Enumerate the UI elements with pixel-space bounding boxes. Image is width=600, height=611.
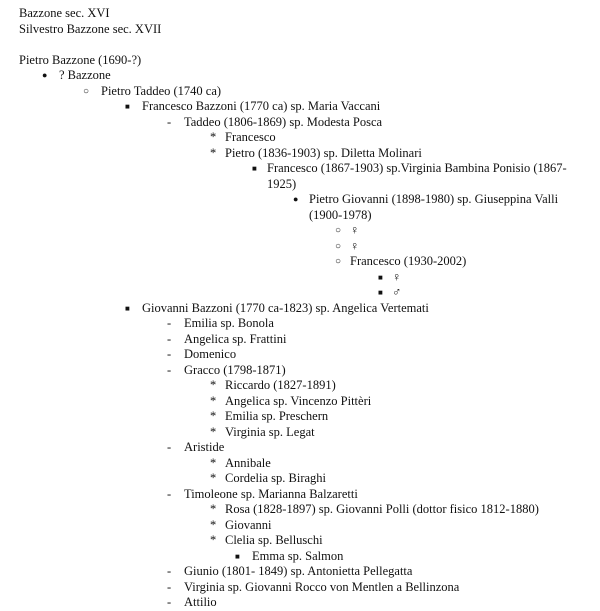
list-item-text: Francesco (1930-2002) [350,254,467,268]
list-item [0,394,600,410]
list-item-text: Clelia sp. Belluschi [225,533,323,547]
list-item-text: Giovanni [225,517,272,532]
square-bullet-icon: ■ [235,551,240,561]
list-item [0,301,600,317]
dash-bullet-icon: - [167,362,172,377]
dash-bullet-icon: - [167,316,172,330]
square-bullet-icon: ■ [378,288,383,297]
list-item-text: Attilio [184,595,217,609]
list-item-text: 1925) [267,176,297,191]
list-item [0,84,600,100]
list-item-text: Emilia sp. Bonola [184,316,274,330]
list-item-text: Pietro Giovanni (1898-1980) sp. Giuseppina Valli [309,192,559,206]
list-item [0,146,600,162]
asterisk-bullet-icon: * [210,130,217,144]
disc-bullet-icon: ● [293,194,299,204]
dash-bullet-icon: - [167,564,172,578]
list-item [0,502,600,518]
list-item [0,254,600,270]
list-item [0,409,600,425]
female-symbol-icon: ♀ [350,238,360,253]
list-item-text: Angelica sp. Frattini [184,331,287,346]
list-item [0,456,600,472]
asterisk-bullet-icon: * [210,502,217,516]
square-bullet-icon: ■ [252,164,257,173]
list-item-continuation [0,208,600,224]
list-item [0,316,600,332]
dash-bullet-icon: - [167,114,172,129]
list-item-text: Domenico [184,347,237,361]
list-item [0,223,600,239]
spacer [0,37,600,53]
list-item [0,332,600,348]
list-item-text: Rosa (1828-1897) sp. Giovanni Polli (dottor fisico 1812-1880) [225,502,539,516]
square-bullet-icon: ■ [378,272,383,282]
list-item-text: Cordelia sp. Biraghi [225,471,327,485]
list-item-text: Virginia sp. Giovanni Rocco von Mentlen a Bellinzona [184,579,460,594]
header-line-1: Bazzone sec. XVI [19,6,110,20]
dash-bullet-icon: - [167,579,172,594]
female-symbol-icon: ♀ [392,269,402,284]
list-item-text: Taddeo (1806-1869) sp. Modesta Posca [184,114,383,129]
list-item [0,378,600,394]
list-item-text: Gracco (1798-1871) [184,362,286,377]
asterisk-bullet-icon: * [210,471,217,485]
list-item-text: Angelica sp. Vincenzo Pittèri [225,393,372,408]
list-item [0,115,600,131]
list-item [0,580,600,596]
list-item [0,363,600,379]
list-item-text: Annibale [225,455,271,470]
list-item-text: ? Bazzone [59,68,111,82]
list-item [0,285,600,301]
dash-bullet-icon: - [167,486,172,501]
asterisk-bullet-icon: * [210,455,217,470]
circle-bullet-icon: ○ [335,225,342,236]
list-item [0,533,600,549]
male-symbol-icon: ♂ [392,285,402,299]
list-item [0,595,600,611]
list-item [0,564,600,580]
circle-bullet-icon: ○ [335,240,342,252]
list-item [0,471,600,487]
list-item [0,68,600,84]
list-item-text: Emma sp. Salmon [252,548,344,563]
square-bullet-icon: ■ [125,303,130,313]
dash-bullet-icon: - [167,440,172,454]
list-item-text: Aristide [184,440,225,454]
list-item-text: (1900-1978) [309,207,372,222]
dash-bullet-icon: - [167,347,172,361]
list-item [0,549,600,565]
disc-bullet-icon: ● [42,70,48,80]
asterisk-bullet-icon: * [210,424,217,439]
list-item [0,487,600,503]
dash-bullet-icon: - [167,331,172,346]
list-item [0,99,600,115]
asterisk-bullet-icon: * [210,409,217,423]
list-item-text: Timoleone sp. Marianna Balzaretti [184,486,358,501]
dash-bullet-icon: - [167,595,172,609]
list-item-text: Giunio (1801- 1849) sp. Antonietta Pellegatta [184,564,413,578]
list-item-continuation [0,177,600,193]
square-bullet-icon: ■ [125,102,130,111]
root-ancestor: Pietro Bazzone (1690-?) [19,52,142,67]
list-item-text: Pietro Taddeo (1740 ca) [101,83,222,98]
list-item [0,161,600,177]
list-item [0,425,600,441]
list-item-text: Pietro (1836-1903) sp. Diletta Molinari [225,145,422,160]
female-symbol-icon: ♀ [350,223,360,237]
list-item-text: Emilia sp. Preschern [225,409,329,423]
circle-bullet-icon: ○ [335,256,342,267]
asterisk-bullet-icon: * [210,533,217,547]
list-item [0,270,600,286]
asterisk-bullet-icon: * [210,378,217,392]
asterisk-bullet-icon: * [210,393,217,408]
header-line-2: Silvestro Bazzone sec. XVII [19,21,162,36]
circle-bullet-icon: ○ [83,85,90,97]
list-item [0,518,600,534]
list-item-text: Riccardo (1827-1891) [225,378,336,392]
list-item [0,239,600,255]
list-item [0,192,600,208]
list-item-text: Francesco (1867-1903) sp.Virginia Bambina Ponisio (1867- [267,161,567,175]
list-item [0,440,600,456]
list-item [0,130,600,146]
asterisk-bullet-icon: * [210,145,217,160]
list-item-text: Francesco Bazzoni (1770 ca) sp. Maria Vaccani [142,99,381,113]
list-item-text: Giovanni Bazzoni (1770 ca-1823) sp. Angelica Vertemati [142,300,429,315]
list-item-text: Francesco [225,130,276,144]
asterisk-bullet-icon: * [210,517,217,532]
list-item-text: Virginia sp. Legat [225,424,315,439]
list-item [0,347,600,363]
